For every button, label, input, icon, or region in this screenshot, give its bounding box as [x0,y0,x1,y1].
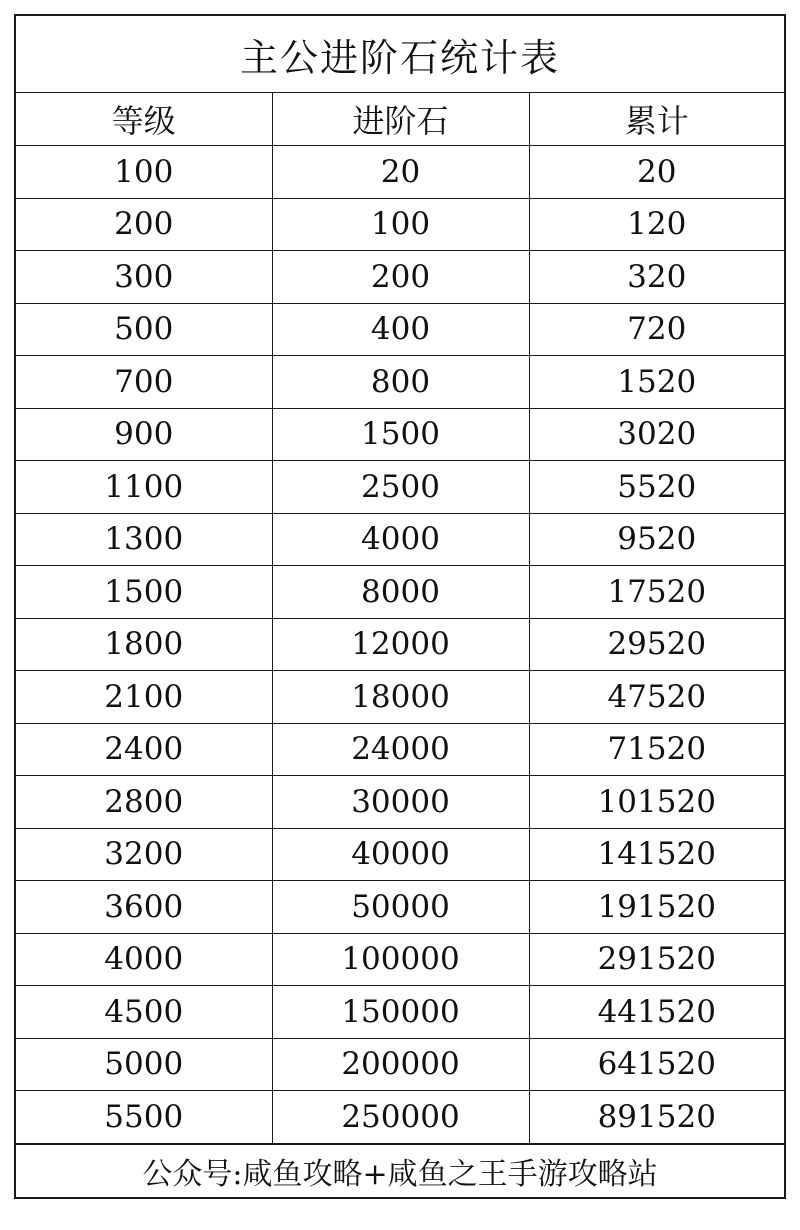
table-body [16,146,784,1144]
cell-cumulative: 441520 [529,986,784,1039]
table-row [16,828,784,881]
table-row [16,408,784,461]
cell-cumulative: 3020 [529,408,784,461]
cell-cumulative: 120 [529,198,784,251]
table-title: 主公进阶石统计表 [16,16,784,93]
table-row [16,723,784,776]
cell-level: 100 [16,146,272,199]
cell-level: 1300 [16,513,272,566]
cell-level: 4500 [16,986,272,1039]
cell-stones: 12000 [272,618,529,671]
table-row [16,618,784,671]
table-row [16,1038,784,1091]
cell-stones: 40000 [272,828,529,881]
cell-stones: 250000 [272,1091,529,1144]
table-row [16,356,784,409]
cell-level: 1500 [16,566,272,619]
table-row [16,513,784,566]
cell-cumulative: 29520 [529,618,784,671]
cell-stones: 200 [272,251,529,304]
cell-stones: 200000 [272,1038,529,1091]
cell-level: 700 [16,356,272,409]
cell-stones: 8000 [272,566,529,619]
cell-stones: 100000 [272,933,529,986]
cell-level: 2100 [16,671,272,724]
cell-cumulative: 720 [529,303,784,356]
table-row [16,461,784,514]
cell-level: 200 [16,198,272,251]
cell-stones: 400 [272,303,529,356]
cell-cumulative: 17520 [529,566,784,619]
cell-stones: 100 [272,198,529,251]
cell-level: 900 [16,408,272,461]
cell-level: 3600 [16,881,272,934]
footer-note: 公众号:咸鱼攻略+咸鱼之王手游攻略站 [16,1144,784,1197]
cell-stones: 24000 [272,723,529,776]
cell-stones: 18000 [272,671,529,724]
cell-cumulative: 101520 [529,776,784,829]
cell-level: 1100 [16,461,272,514]
table-row [16,881,784,934]
cell-level: 2400 [16,723,272,776]
table-row [16,776,784,829]
cell-cumulative: 891520 [529,1091,784,1144]
cell-stones: 800 [272,356,529,409]
cell-cumulative: 71520 [529,723,784,776]
cell-level: 3200 [16,828,272,881]
cell-cumulative: 141520 [529,828,784,881]
cell-cumulative: 291520 [529,933,784,986]
table-row [16,933,784,986]
cell-stones: 20 [272,146,529,199]
table-row [16,146,784,199]
table-row [16,1091,784,1144]
table-row [16,986,784,1039]
header-cumulative: 累计 [529,93,784,146]
table-row [16,671,784,724]
cell-stones: 150000 [272,986,529,1039]
cell-stones: 4000 [272,513,529,566]
cell-stones: 2500 [272,461,529,514]
cell-level: 300 [16,251,272,304]
table-row [16,198,784,251]
cell-level: 4000 [16,933,272,986]
cell-cumulative: 1520 [529,356,784,409]
cell-stones: 50000 [272,881,529,934]
table-row [16,303,784,356]
cell-cumulative: 20 [529,146,784,199]
header-level: 等级 [16,93,272,146]
table-row [16,251,784,304]
stats-table [14,14,786,1199]
cell-level: 500 [16,303,272,356]
cell-stones: 30000 [272,776,529,829]
cell-cumulative: 191520 [529,881,784,934]
cell-cumulative: 5520 [529,461,784,514]
cell-stones: 1500 [272,408,529,461]
cell-level: 2800 [16,776,272,829]
data-table [16,93,784,1144]
table-row [16,566,784,619]
cell-level: 1800 [16,618,272,671]
cell-level: 5000 [16,1038,272,1091]
cell-cumulative: 320 [529,251,784,304]
header-row [16,93,784,146]
cell-cumulative: 641520 [529,1038,784,1091]
header-stones: 进阶石 [272,93,529,146]
cell-cumulative: 47520 [529,671,784,724]
cell-cumulative: 9520 [529,513,784,566]
cell-level: 5500 [16,1091,272,1144]
